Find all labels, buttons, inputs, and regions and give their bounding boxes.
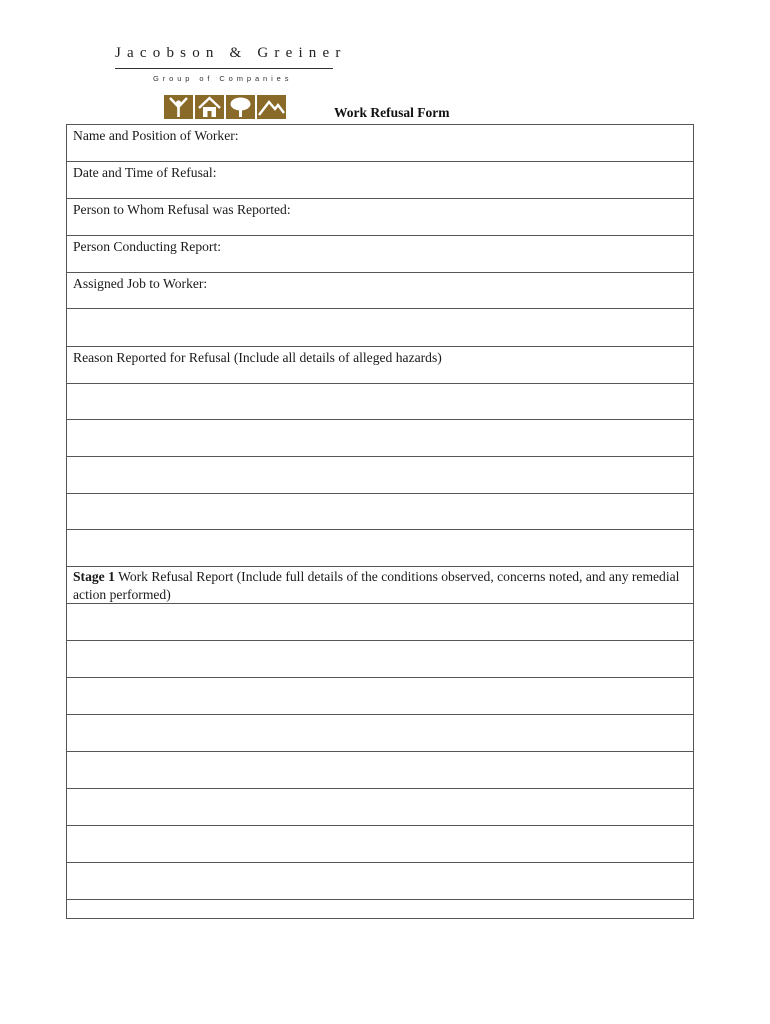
company-logo	[115, 44, 347, 83]
blank-line[interactable]	[67, 420, 693, 457]
form-title: Work Refusal Form	[334, 105, 450, 120]
blank-line[interactable]	[67, 678, 693, 715]
logo-company-name: Jacobson & Greiner	[115, 45, 347, 61]
blank-line[interactable]	[67, 641, 693, 678]
mountain-icon	[257, 95, 286, 119]
field-person-conducting[interactable]	[67, 236, 693, 273]
field-assigned-job[interactable]	[67, 273, 693, 309]
field-label: Assigned Job to Worker:	[73, 276, 208, 291]
blank-line[interactable]	[67, 494, 693, 530]
blank-line[interactable]	[67, 530, 693, 567]
logo-icon-strip	[164, 95, 286, 119]
blank-line[interactable]	[67, 752, 693, 789]
field-name-position[interactable]	[67, 125, 693, 162]
field-date-time[interactable]	[67, 162, 693, 199]
field-reported-to[interactable]	[67, 199, 693, 236]
blank-line[interactable]	[67, 604, 693, 641]
logo-divider	[115, 68, 333, 69]
stage-label: Stage 1	[73, 569, 115, 584]
field-label: Name and Position of Worker:	[73, 128, 239, 143]
blank-line[interactable]	[67, 789, 693, 826]
field-label: Person Conducting Report:	[73, 239, 222, 254]
blank-line[interactable]	[67, 384, 693, 420]
form-table	[66, 124, 694, 919]
field-label: Person to Whom Refusal was Reported:	[73, 202, 291, 217]
stage-description: Work Refusal Report (Include full details of the conditions observed, concerns noted, and any remedial action performed)	[73, 569, 680, 602]
field-label: Reason Reported for Refusal (Include all details of alleged hazards)	[73, 350, 442, 365]
blank-line[interactable]	[67, 309, 693, 347]
house-icon	[195, 95, 224, 119]
blank-line[interactable]	[67, 826, 693, 863]
logo-subtitle: Group of Companies	[153, 74, 293, 83]
field-reason[interactable]	[67, 347, 693, 384]
field-stage-1-report[interactable]	[67, 567, 693, 604]
blank-line[interactable]	[67, 715, 693, 752]
blank-line[interactable]	[67, 863, 693, 900]
tree-icon	[226, 95, 255, 119]
blank-line[interactable]	[67, 900, 693, 918]
person-arms-up-icon	[164, 95, 193, 119]
blank-line[interactable]	[67, 457, 693, 494]
field-label: Date and Time of Refusal:	[73, 165, 217, 180]
